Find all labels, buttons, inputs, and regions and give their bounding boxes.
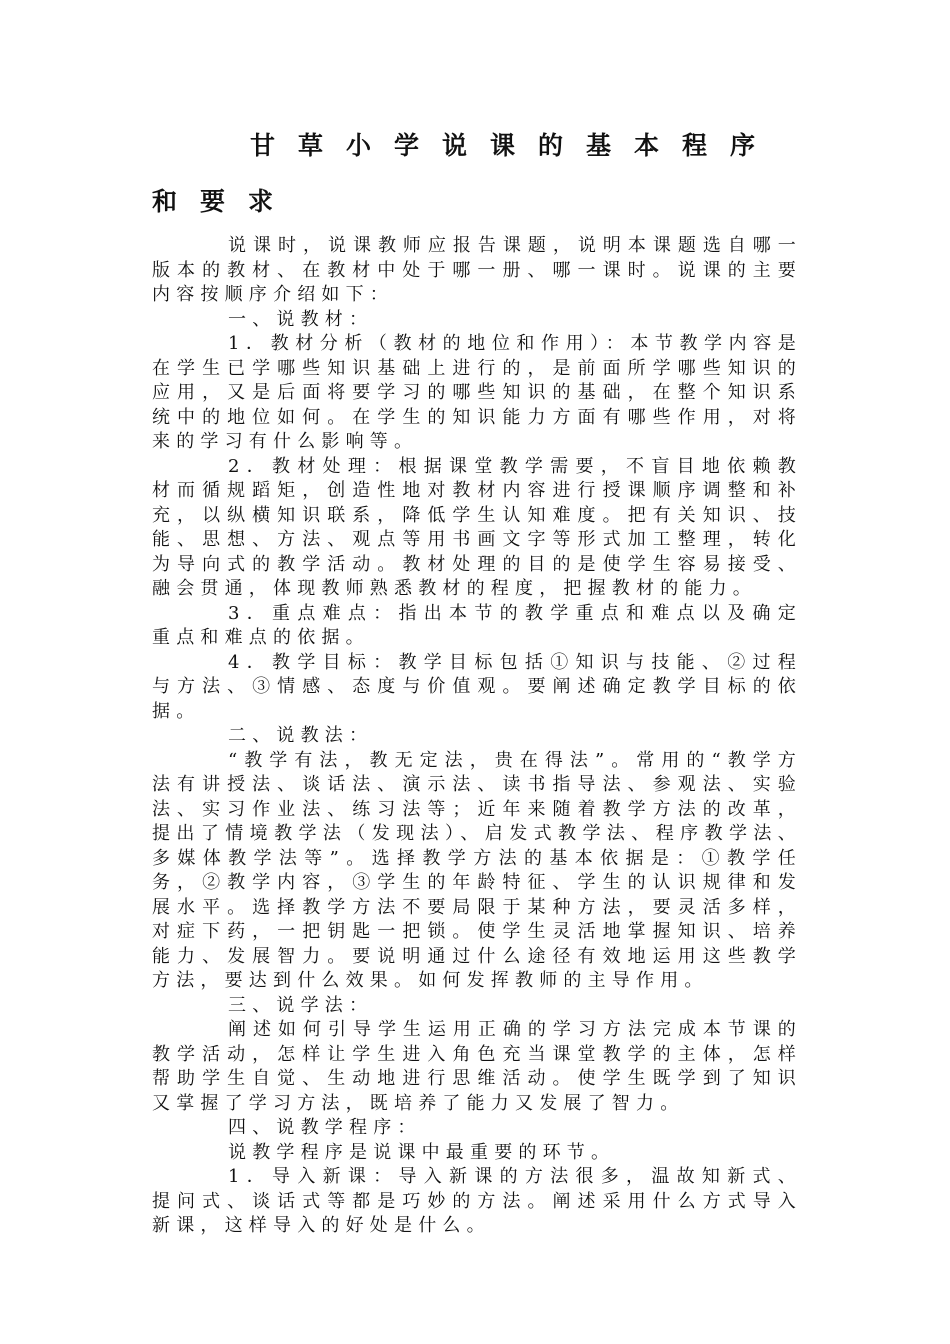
document-title: 甘草小学说课的基本程序和要求 <box>152 131 779 216</box>
paragraph-key-points: 3．重点难点：指出本节的教学重点和难点以及确定重点和难点的依据。 <box>152 602 802 648</box>
section-heading-teaching-material: 一、说教材： <box>228 308 374 330</box>
section-heading-learning-method: 三、说学法： <box>228 994 374 1016</box>
paragraph-material-processing: 2．教材处理：根据课堂教学需要，不盲目地依赖教材而循规蹈矩，创造性地对教材内容进行授课顺序调整和补充，以纵横知识联系，降低学生认知难度。把有关知识、技能、思想、方法、观点等用书画文字等形式加工整理，转化为导向式的教学活动。教材处理的目的是使学生容易接受、融会贯通，体现教师熟悉教材的程度，把握教材的能力。 <box>152 455 802 599</box>
section-heading-teaching-method: 二、说教法： <box>228 725 374 746</box>
section-heading-teaching-procedure: 四、说教学程序： <box>228 1117 422 1138</box>
intro-paragraph: 说课时，说课教师应报告课题，说明本课题选自哪一版本的教材、在教材中处于哪一册、哪一课时。说课的主要内容按顺序介绍如下： <box>152 235 802 305</box>
paragraph-teaching-methods: “教学有法，教无定法，贵在得法”。常用的“教学方法有讲授法、谈话法、演示法、读书指导法、参观法、实验法、实习作业法、练习法等；近年来随着教学方法的改革，提出了情境教学法（发现法）、启发式教学法、程序教学法、多媒体教学法等”。选择教学方法的基本依据是：①教学任务，②教学内容，③学生的年龄特征、学生的认识规律和发展水平。选择教学方法不要局限于某种方法，要灵活多样，对症下药，一把钥匙一把锁。使学生灵活地掌握知识、培养能力、发展智力。要说明通过什么途径有效地运用这些教学方法，要达到什么效果。如何发挥教师的主导作用。 <box>152 749 802 991</box>
paragraph-lesson-introduction: 1．导入新课：导入新课的方法很多，温故知新式、提问式、谈话式等都是巧妙的方法。阐述采用什么方式导入新课，这样导入的好处是什么。 <box>152 1166 802 1236</box>
paragraph-material-analysis: 1．教材分析（教材的地位和作用）：本节教学内容是在学生已学哪些知识基础上进行的，是前面所学哪些知识的应用，又是后面将要学习的哪些知识的基础，在整个知识系统中的地位如何。在学生的知识能力方面有哪些作用，对将来的学习有什么影响等。 <box>152 333 802 452</box>
paragraph-teaching-objectives: 4．教学目标：教学目标包括①知识与技能、②过程与方法、③情感、态度与价值观。要阐述确定教学目标的依据。 <box>152 651 802 722</box>
paragraph-learning-methods: 阐述如何引导学生运用正确的学习方法完成本节课的教学活动，怎样让学生进入角色充当课堂教学的主体，怎样帮助学生自觉、生动地进行思维活动。使学生既学到了知识又掌握了学习方法，既培养了能力又发展了智力。 <box>152 1019 802 1114</box>
paragraph-procedure-importance: 说教学程序是说课中最重要的环节。 <box>228 1141 616 1163</box>
document-body <box>152 234 802 1239</box>
